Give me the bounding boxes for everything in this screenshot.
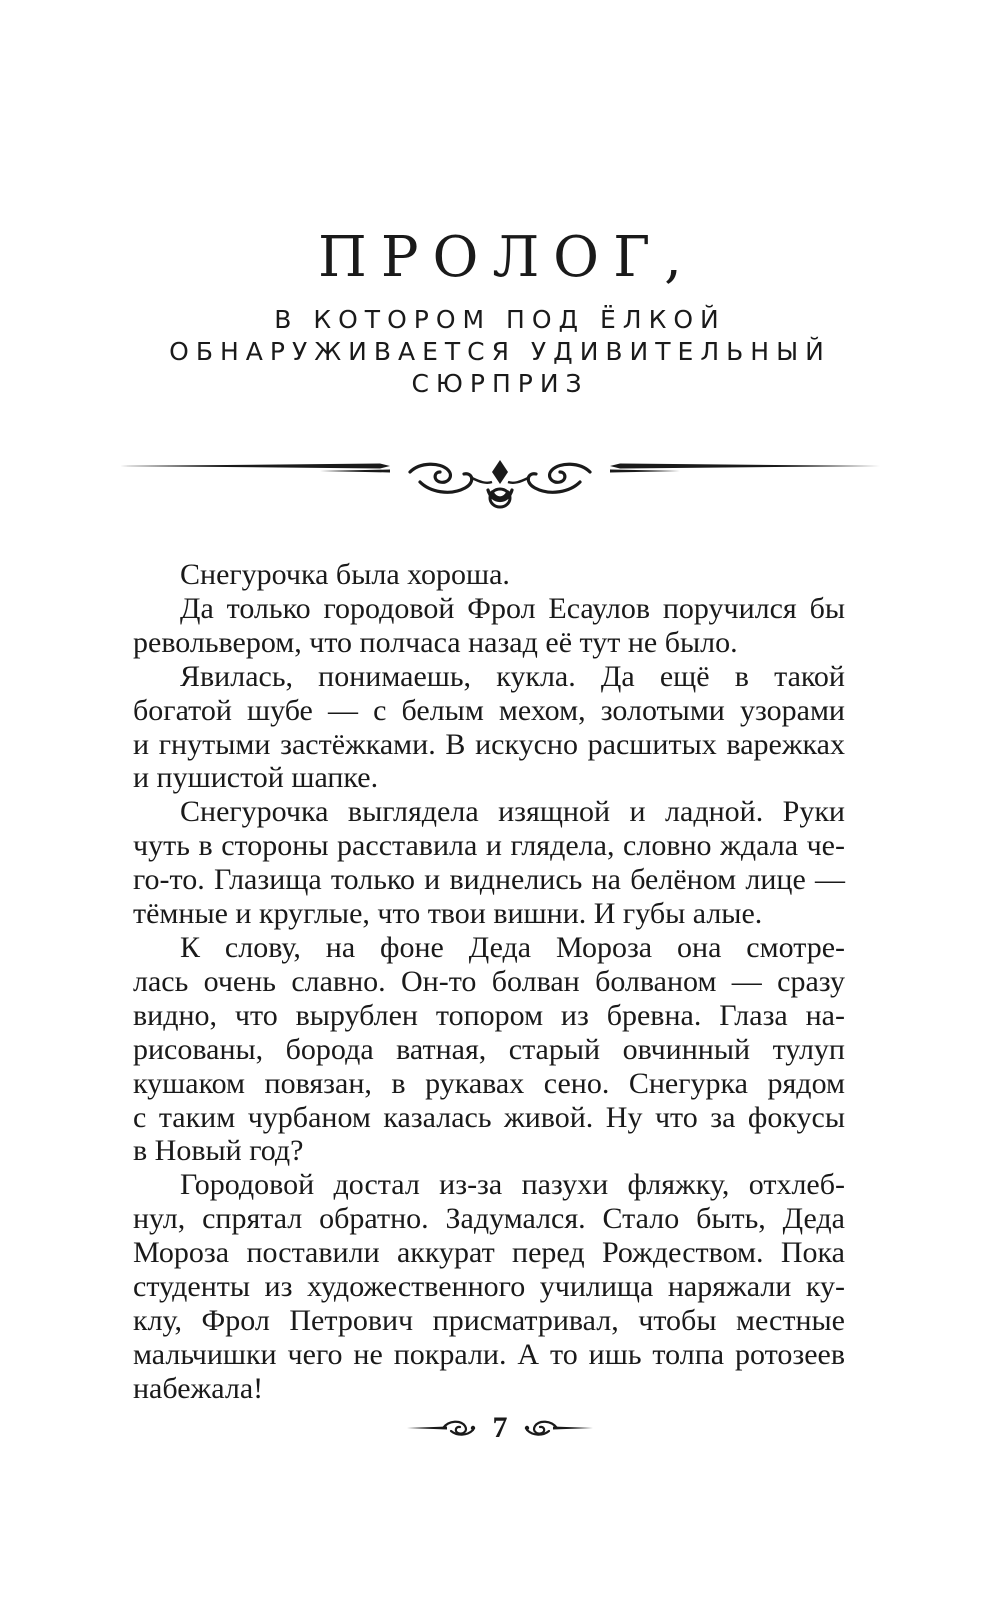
text-line: Явилась, понимаешь, кукла. Да ещё в такой <box>180 659 845 693</box>
paragraph <box>133 795 845 931</box>
subtitle-line: СЮРПРИЗ <box>411 369 589 398</box>
text-line: рисованы, борода ватная, старый овчинный тулуп <box>133 1032 845 1066</box>
text-line: Да только городовой Фрол Есаулов поручился бы <box>180 591 845 625</box>
chapter-title: ПРОЛОГ, <box>318 225 696 290</box>
text-line: Снегурочка была хороша. <box>180 558 510 591</box>
text-line: Мороза поставили аккурат перед Рождеством. Пока <box>133 1236 845 1270</box>
text-line: Снегурочка выглядела изящной и ладной. Руки <box>180 795 845 829</box>
body-text <box>133 558 845 1406</box>
text-line: и гнутыми застёжками. В искусно расшитых варежках <box>133 727 845 761</box>
text-line: го-то. Глазища только и виднелись на белёном лице — <box>133 863 845 897</box>
text-line: револьвером, что полчаса назад её тут не было. <box>133 625 738 659</box>
text-line: студенты из художественного училища наряжали ку- <box>133 1270 845 1304</box>
flourish-divider-icon <box>120 460 880 520</box>
text-line: в Новый год? <box>133 1134 304 1168</box>
folio-flourish-right-icon <box>523 1418 593 1438</box>
text-line: богатой шубе — с белым мехом, золотыми узорами <box>133 693 845 727</box>
text-line: с таким чурбаном казалась живой. Ну что за фокусы <box>133 1100 845 1134</box>
text-line: тёмные и круглые, что твои вишни. И губы алые. <box>133 897 763 931</box>
folio-flourish-left-icon <box>407 1418 477 1438</box>
text-line: набежала! <box>133 1371 264 1405</box>
text-line: К слову, на фоне Деда Мороза она смотре- <box>180 930 845 964</box>
paragraph <box>133 592 845 660</box>
text-line: кушаком повязан, в рукавах сено. Снегурка рядом <box>133 1066 845 1100</box>
subtitle-line: В КОТОРОМ ПОД ЁЛКОЙ <box>274 305 726 334</box>
text-line: Городовой достал из-за пазухи фляжку, отхлеб- <box>180 1168 845 1202</box>
text-line: нул, спрятал обратно. Задумался. Стало быть, Деда <box>133 1202 845 1236</box>
page-footer <box>0 1408 1000 1448</box>
chapter-heading <box>0 226 1000 400</box>
text-line: лась очень славно. Он-то болван болваном — сразу <box>133 964 845 998</box>
text-line: мальчишки чего не покрали. А то ишь толпа ротозеев <box>133 1337 845 1371</box>
page-number: 7 <box>492 1411 508 1444</box>
paragraph <box>133 558 845 592</box>
subtitle-line: ОБНАРУЖИВАЕТСЯ УДИВИТЕЛЬНЫЙ <box>169 337 831 366</box>
paragraph <box>133 660 845 796</box>
paragraph <box>133 1168 845 1405</box>
text-line: клу, Фрол Петрович присматривал, чтобы местные <box>133 1303 845 1337</box>
text-line: видно, что вырублен топором из бревна. Глаза на- <box>133 998 845 1032</box>
text-line: и пушистой шапке. <box>133 761 379 795</box>
chapter-subtitle <box>0 304 1000 400</box>
text-line: чуть в стороны расставила и глядела, словно ждала че- <box>133 829 845 863</box>
paragraph <box>133 931 845 1168</box>
